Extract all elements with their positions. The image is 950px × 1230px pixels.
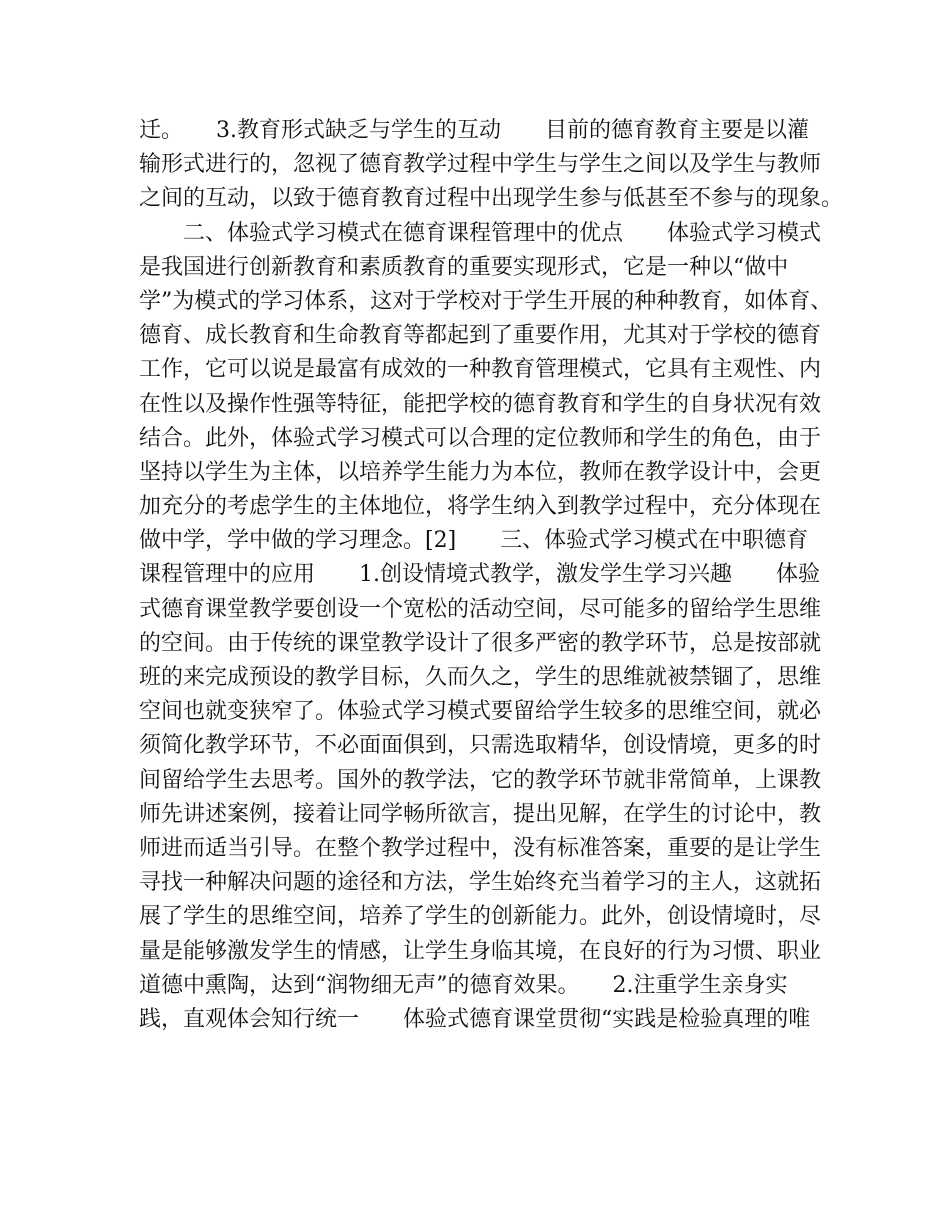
text-line: 践，直观体会知行统一 体验式德育课堂贯彻“实践是检验真理的唯	[139, 1006, 811, 1032]
text-line: 工作，它可以说是最富有成效的一种教育管理模式，它具有主观性、内	[139, 357, 822, 383]
text-line: 间留给学生去思考。国外的教学法，它的教学环节就非常简单，上课教	[139, 767, 822, 793]
text-line: 坚持以学生为主体，以培养学生能力为本位，教师在教学设计中，会更	[139, 459, 822, 485]
text-line: 结合。此外，体验式学习模式可以合理的定位教师和学生的角色，由于	[139, 425, 822, 451]
text-line: 式德育课堂教学要创设一个宽松的活动空间，尽可能多的留给学生思维	[139, 596, 822, 622]
text-line: 师先讲述案例，接着让同学畅所欲言，提出见解，在学生的讨论中，教	[139, 801, 822, 827]
text-line: 量是能够激发学生的情感，让学生身临其境，在良好的行为习惯、职业	[139, 938, 822, 964]
text-line: 学”为模式的学习体系，这对于学校对于学生开展的种种教育，如体育、	[139, 288, 833, 314]
text-line: 德育、成长教育和生命教育等都起到了重要作用，尤其对于学校的德育	[139, 323, 822, 349]
text-line: 做中学，学中做的学习理念。[2] 三、体验式学习模式在中职德育	[139, 528, 809, 554]
text-line: 须简化教学环节，不必面面俱到，只需选取精华，创设情境，更多的时	[139, 733, 822, 759]
text-line: 加充分的考虑学生的主体地位，将学生纳入到教学过程中，充分体现在	[139, 494, 822, 520]
text-line: 空间也就变狭窄了。体验式学习模式要留给学生较多的思维空间，就必	[139, 699, 822, 725]
body-text	[139, 114, 844, 1037]
text-line: 之间的互动，以致于德育教育过程中出现学生参与低甚至不参与的现象。	[139, 186, 844, 212]
text-line: 班的来完成预设的教学目标，久而久之，学生的思维就被禁锢了，思维	[139, 665, 822, 690]
text-line: 是我国进行创新教育和素质教育的重要实现形式，它是一种以“做中	[139, 254, 789, 280]
text-line: 寻找一种解决问题的途径和方法，学生始终充当着学习的主人，这就拓	[139, 870, 822, 896]
text-line: 师进而适当引导。在整个教学过程中，没有标准答案，重要的是让学生	[139, 835, 822, 861]
text-line: 课程管理中的应用 1.创设情境式教学，激发学生学习兴趣 体验	[139, 562, 820, 588]
text-line: 展了学生的思维空间，培养了学生的创新能力。此外，创设情境时，尽	[139, 904, 822, 930]
text-line: 道德中熏陶，达到“润物细无声”的德育效果。 2.注重学生亲身实	[139, 972, 788, 998]
text-line: 在性以及操作性强等特征，能把学校的德育教育和学生的自身状况有效	[139, 391, 822, 417]
text-line: 二、体验式学习模式在德育课程管理中的优点 体验式学习模式	[139, 220, 822, 246]
text-line: 输形式进行的，忽视了德育教学过程中学生与学生之间以及学生与教师	[139, 152, 822, 178]
text-line: 迁。 3.教育形式缺乏与学生的互动 目前的德育教育主要是以灌	[139, 118, 809, 143]
text-line: 的空间。由于传统的课堂教学设计了很多严密的教学环节，总是按部就	[139, 630, 822, 656]
